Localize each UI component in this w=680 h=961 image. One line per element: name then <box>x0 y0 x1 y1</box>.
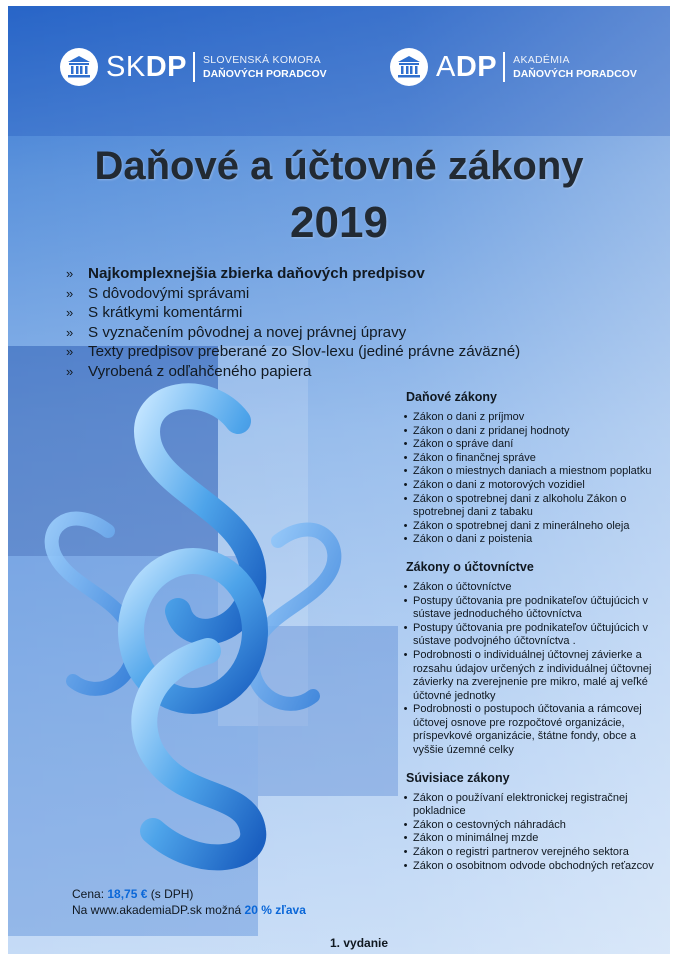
law-item-text: Zákon o spotrebnej dani z alkoholu Zákon o spotrebnej dani z tabaku <box>413 492 627 519</box>
bullet-icon: • <box>403 424 408 437</box>
list-item <box>398 425 663 439</box>
logo-text: SLOVENSKÁ KOMORA DAŇOVÝCH PORADCOV <box>202 54 327 80</box>
list-item <box>398 595 663 622</box>
law-item-text: Zákon o osobitnom odvode obchodných reťazcov <box>413 859 654 872</box>
logo-divider <box>193 52 195 82</box>
edition-label: 1. vydanie <box>330 936 389 950</box>
adp-logo <box>390 48 637 86</box>
law-item-text: Zákon o účtovníctve <box>413 580 512 593</box>
law-section-heading: Súvisiace zákony <box>406 770 510 785</box>
law-item-text: Zákon o miestnych daniach a miestnom poplatku <box>413 465 652 478</box>
law-section-heading: Zákony o účtovníctve <box>406 559 534 574</box>
bullet-icon: • <box>403 451 408 464</box>
bullet-icon: • <box>403 465 408 478</box>
price-vat: (s DPH) <box>150 887 194 901</box>
law-item-text: Zákon o minimálnej mzde <box>413 832 539 845</box>
bullet-icon: • <box>403 818 408 831</box>
list-item <box>398 860 663 874</box>
feature-marker: » <box>66 305 74 320</box>
law-item-text: Podrobnosti o postupoch účtovania a rámcovej účtovej osnove pre rozpočtové organizácie, príspevkové organizácie, štátne fondy, obce a vyššie územné celky <box>413 703 642 757</box>
feature-text: Vyrobená z odľahčeného papiera <box>88 362 312 380</box>
law-list <box>398 581 663 758</box>
feature-item <box>66 264 520 284</box>
feature-text: S krátkymi komentármi <box>88 304 243 321</box>
list-item <box>398 649 663 703</box>
bullet-icon: • <box>403 478 408 491</box>
law-list <box>398 792 663 874</box>
book-cover <box>8 6 670 954</box>
list-item <box>398 411 663 425</box>
law-sections <box>398 390 663 886</box>
law-item-text: Zákon o správe daní <box>413 438 514 451</box>
law-item-text: Postupy účtovania pre podnikateľov účtujúcich v sústave podvojného účtovníctva . <box>413 621 648 648</box>
list-item <box>398 832 663 846</box>
bullet-icon: • <box>403 648 408 661</box>
logo-abbreviation: ADP <box>436 50 498 83</box>
law-item-text: Zákon o cestovných náhradách <box>413 818 566 831</box>
feature-item <box>66 303 520 323</box>
bullet-icon: • <box>403 519 408 532</box>
bullet-icon: • <box>403 594 408 607</box>
law-item-text: Zákon o používaní elektronickej registračnej pokladnice <box>413 791 628 818</box>
list-item <box>398 819 663 833</box>
feature-text: Texty predpisov preberané zo Slov-lexu (jediné právne záväzné) <box>88 343 521 360</box>
bullet-icon: • <box>403 791 408 804</box>
list-item <box>398 792 663 819</box>
bullet-icon: • <box>403 846 408 859</box>
list-item <box>398 493 663 520</box>
list-item <box>398 581 663 595</box>
building-columns-icon <box>60 48 98 86</box>
law-item-text: Zákon o registri partnerov verejného sektora <box>413 846 629 859</box>
law-section-heading: Daňové zákony <box>406 390 498 404</box>
book-year: 2019 <box>290 198 388 247</box>
list-item <box>398 520 663 534</box>
bullet-icon: • <box>403 859 408 872</box>
law-list <box>398 411 663 547</box>
feature-item <box>66 362 520 382</box>
list-item <box>398 452 663 466</box>
feature-item <box>66 342 520 362</box>
list-item <box>398 703 663 757</box>
list-item <box>398 846 663 860</box>
web-discount-text: Na www.akademiaDP.sk možná <box>72 903 242 917</box>
law-item-text: Zákon o dani z pridanej hodnoty <box>413 424 570 437</box>
list-item <box>398 533 663 547</box>
feature-marker: » <box>66 324 74 340</box>
feature-marker: » <box>66 363 74 379</box>
book-title: Daňové a účtovné zákony <box>94 144 584 188</box>
law-item-text: Podrobnosti o individuálnej účtovnej závierke a rozsahu údajov určených z individuálnej účtovnej závierky na zverejnenie pre mikro, malé aj veľké účtovné jednotky <box>413 648 652 702</box>
law-item-text: Zákon o dani z poistenia <box>413 533 533 546</box>
feature-text: Najkomplexnejšia zbierka daňových predpisov <box>88 265 425 282</box>
bullet-icon: • <box>403 621 408 634</box>
bullet-icon: • <box>403 438 408 451</box>
logo-divider <box>503 52 505 82</box>
bullet-icon: • <box>403 492 408 505</box>
feature-item <box>66 323 520 343</box>
feature-item <box>66 284 520 304</box>
law-item-text: Postupy účtovania pre podnikateľov účtujúcich v sústave jednoduchého účtovníctva <box>413 594 648 621</box>
paragraph-section-icon <box>38 381 348 871</box>
logo-abbreviation: SKDP <box>106 50 187 83</box>
bullet-icon: • <box>403 703 408 716</box>
skdp-logo <box>60 48 327 86</box>
price-label: Cena: <box>72 887 105 901</box>
list-item <box>398 622 663 649</box>
feature-marker: » <box>66 344 74 359</box>
list-item <box>398 465 663 479</box>
price-amount: 18,75 € <box>107 887 148 901</box>
law-item-text: Zákon o dani z príjmov <box>413 411 525 423</box>
bullet-icon: • <box>403 832 408 845</box>
feature-text: S dôvodovými správami <box>88 284 250 302</box>
building-columns-icon <box>390 48 428 86</box>
list-item <box>398 479 663 493</box>
law-item-text: Zákon o dani z motorových vozidiel <box>413 478 585 491</box>
feature-marker: » <box>66 285 74 301</box>
discount-value: 20 % zľava <box>244 903 306 917</box>
bullet-icon: • <box>403 533 408 546</box>
feature-text: S vyznačením pôvodnej a novej právnej úpravy <box>88 323 407 341</box>
list-item <box>398 438 663 452</box>
bullet-icon: • <box>403 580 408 593</box>
law-item-text: Zákon o finančnej správe <box>413 451 536 464</box>
price-info <box>72 886 306 918</box>
feature-marker: » <box>66 266 74 281</box>
logo-text: AKADÉMIA DAŇOVÝCH PORADCOV <box>513 54 637 80</box>
feature-list <box>66 264 520 381</box>
law-item-text: Zákon o spotrebnej dani z minerálneho oleja <box>413 519 630 532</box>
bullet-icon: • <box>403 411 408 423</box>
